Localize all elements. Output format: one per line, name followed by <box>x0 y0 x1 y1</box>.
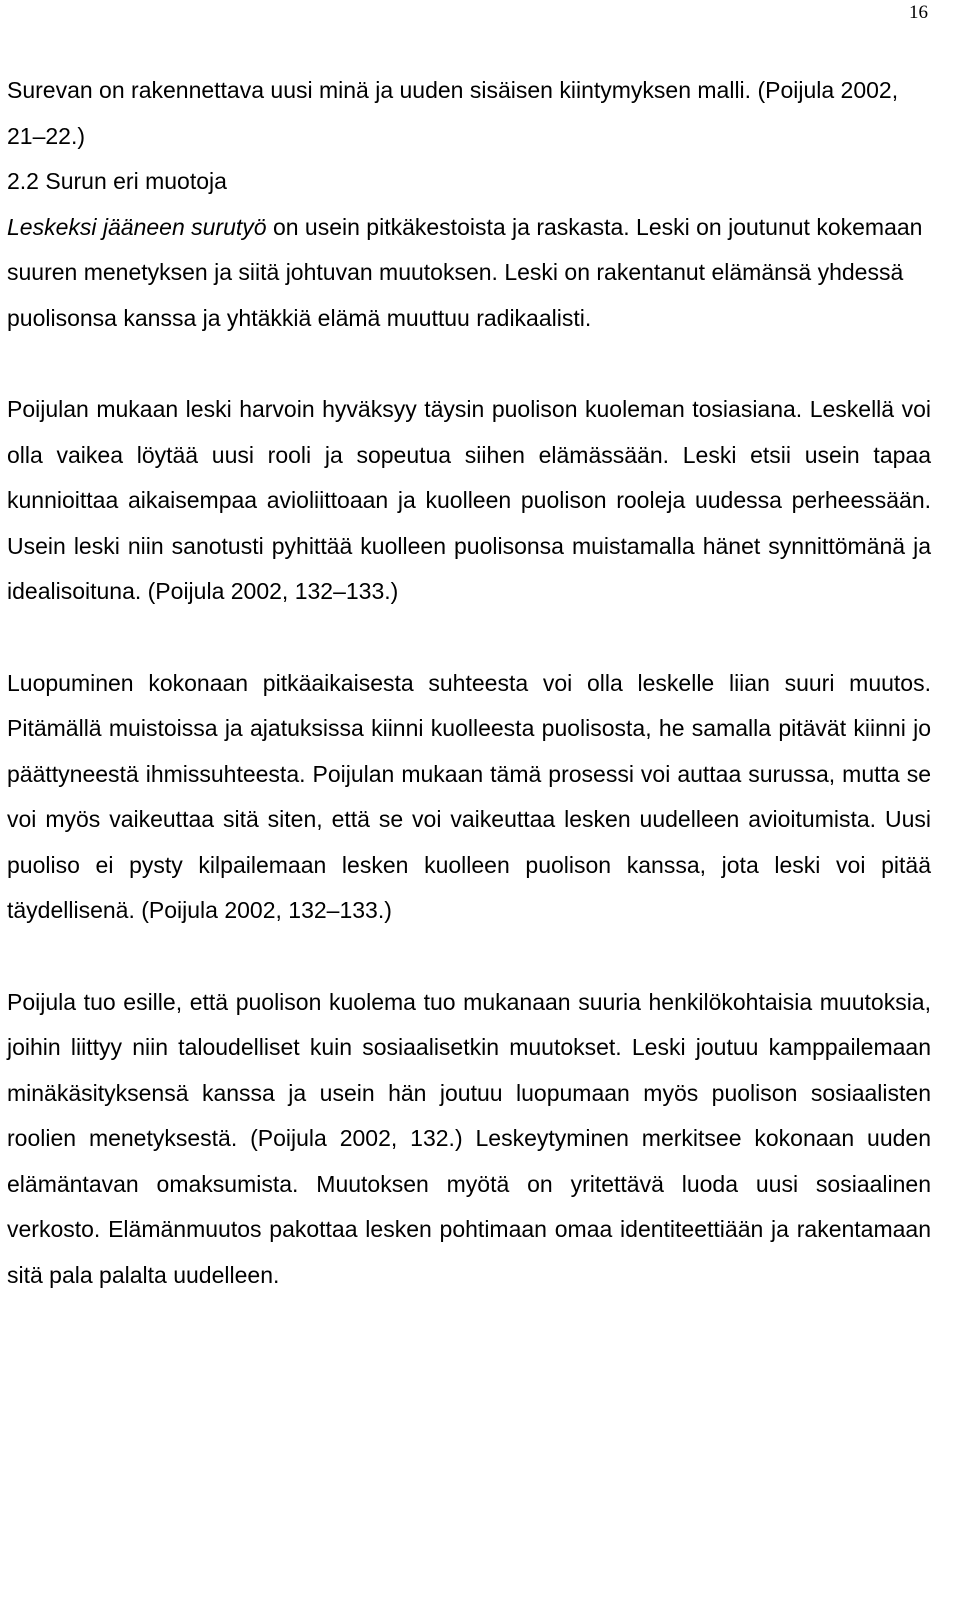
paragraph-acceptance: Poijulan mukaan leski harvoin hyväksyy täysin puolison kuoleman tosiasiana. Leskellä voi olla vaikea löytää uusi rooli ja sopeutua siihen elämässään. Leski etsii usein tapaa kunnioittaa aikaisempaa avioliittoaan ja kuolleen puolison rooleja uudessa perheessään. Usein leski niin sanotusti pyhittää kuolleen puolisonsa muistamalla hänet synnittömänä ja idealisoituna. (Poijula 2002, 132–133.) <box>7 396 931 604</box>
document-body <box>7 68 931 1298</box>
paragraph-letting-go: Luopuminen kokonaan pitkäaikaisesta suhteesta voi olla leskelle liian suuri muutos. Pitämällä muistoissa ja ajatuksissa kiinni kuolleesta puolisosta, he samalla pitävät kiinni jo päättyneestä ihmissuhteesta. Poijulan mukaan tämä prosessi voi auttaa surussa, mutta se voi myös vaikeuttaa sitä siten, että se voi vaikeuttaa lesken uudelleen avioitumista. Uusi puoliso ei pysty kilpailemaan lesken kuolleen puolison kanssa, jota leski voi pitää täydellisenä. (Poijula 2002, 132–133.) <box>7 669 931 923</box>
paragraph-widow-grief-text: on usein pitkäkestoista ja raskasta. Leski on joutunut kokemaan suuren menetyksen ja siitä johtuvan muutoksen. Leski on rakentanut elämänsä yhdessä puolisonsa kanssa ja yhtäkkiä elämä muuttuu radikaalisti. <box>7 213 923 331</box>
section-heading: 2.2 Surun eri muotoja <box>7 168 227 194</box>
italic-term: Leskeksi jääneen surutyö <box>7 213 267 240</box>
page-number: 16 <box>909 2 928 23</box>
paragraph-intro-continuation: Surevan on rakennettava uusi minä ja uuden sisäisen kiintymyksen malli. (Poijula 2002, 21–22.) <box>7 77 899 149</box>
paragraph-widow-grief <box>7 205 931 342</box>
paragraph-life-changes: Poijula tuo esille, että puolison kuolema tuo mukanaan suuria henkilökohtaisia muutoksia, joihin liittyy niin taloudelliset kuin sosiaalisetkin muutokset. Leski joutuu kamppailemaan minäkäsityksensä kanssa ja usein hän joutuu luopumaan myös puolison sosiaalisten roolien menetyksestä. (Poijula 2002, 132.) Leskeytyminen merkitsee kokonaan uuden elämäntavan omaksumista. Muutoksen myötä on yritettävä luoda uusi sosiaalinen verkosto. Elämänmuutos pakottaa lesken pohtimaan omaa identiteettiään ja rakentamaan sitä pala palalta uudelleen. <box>7 988 931 1288</box>
